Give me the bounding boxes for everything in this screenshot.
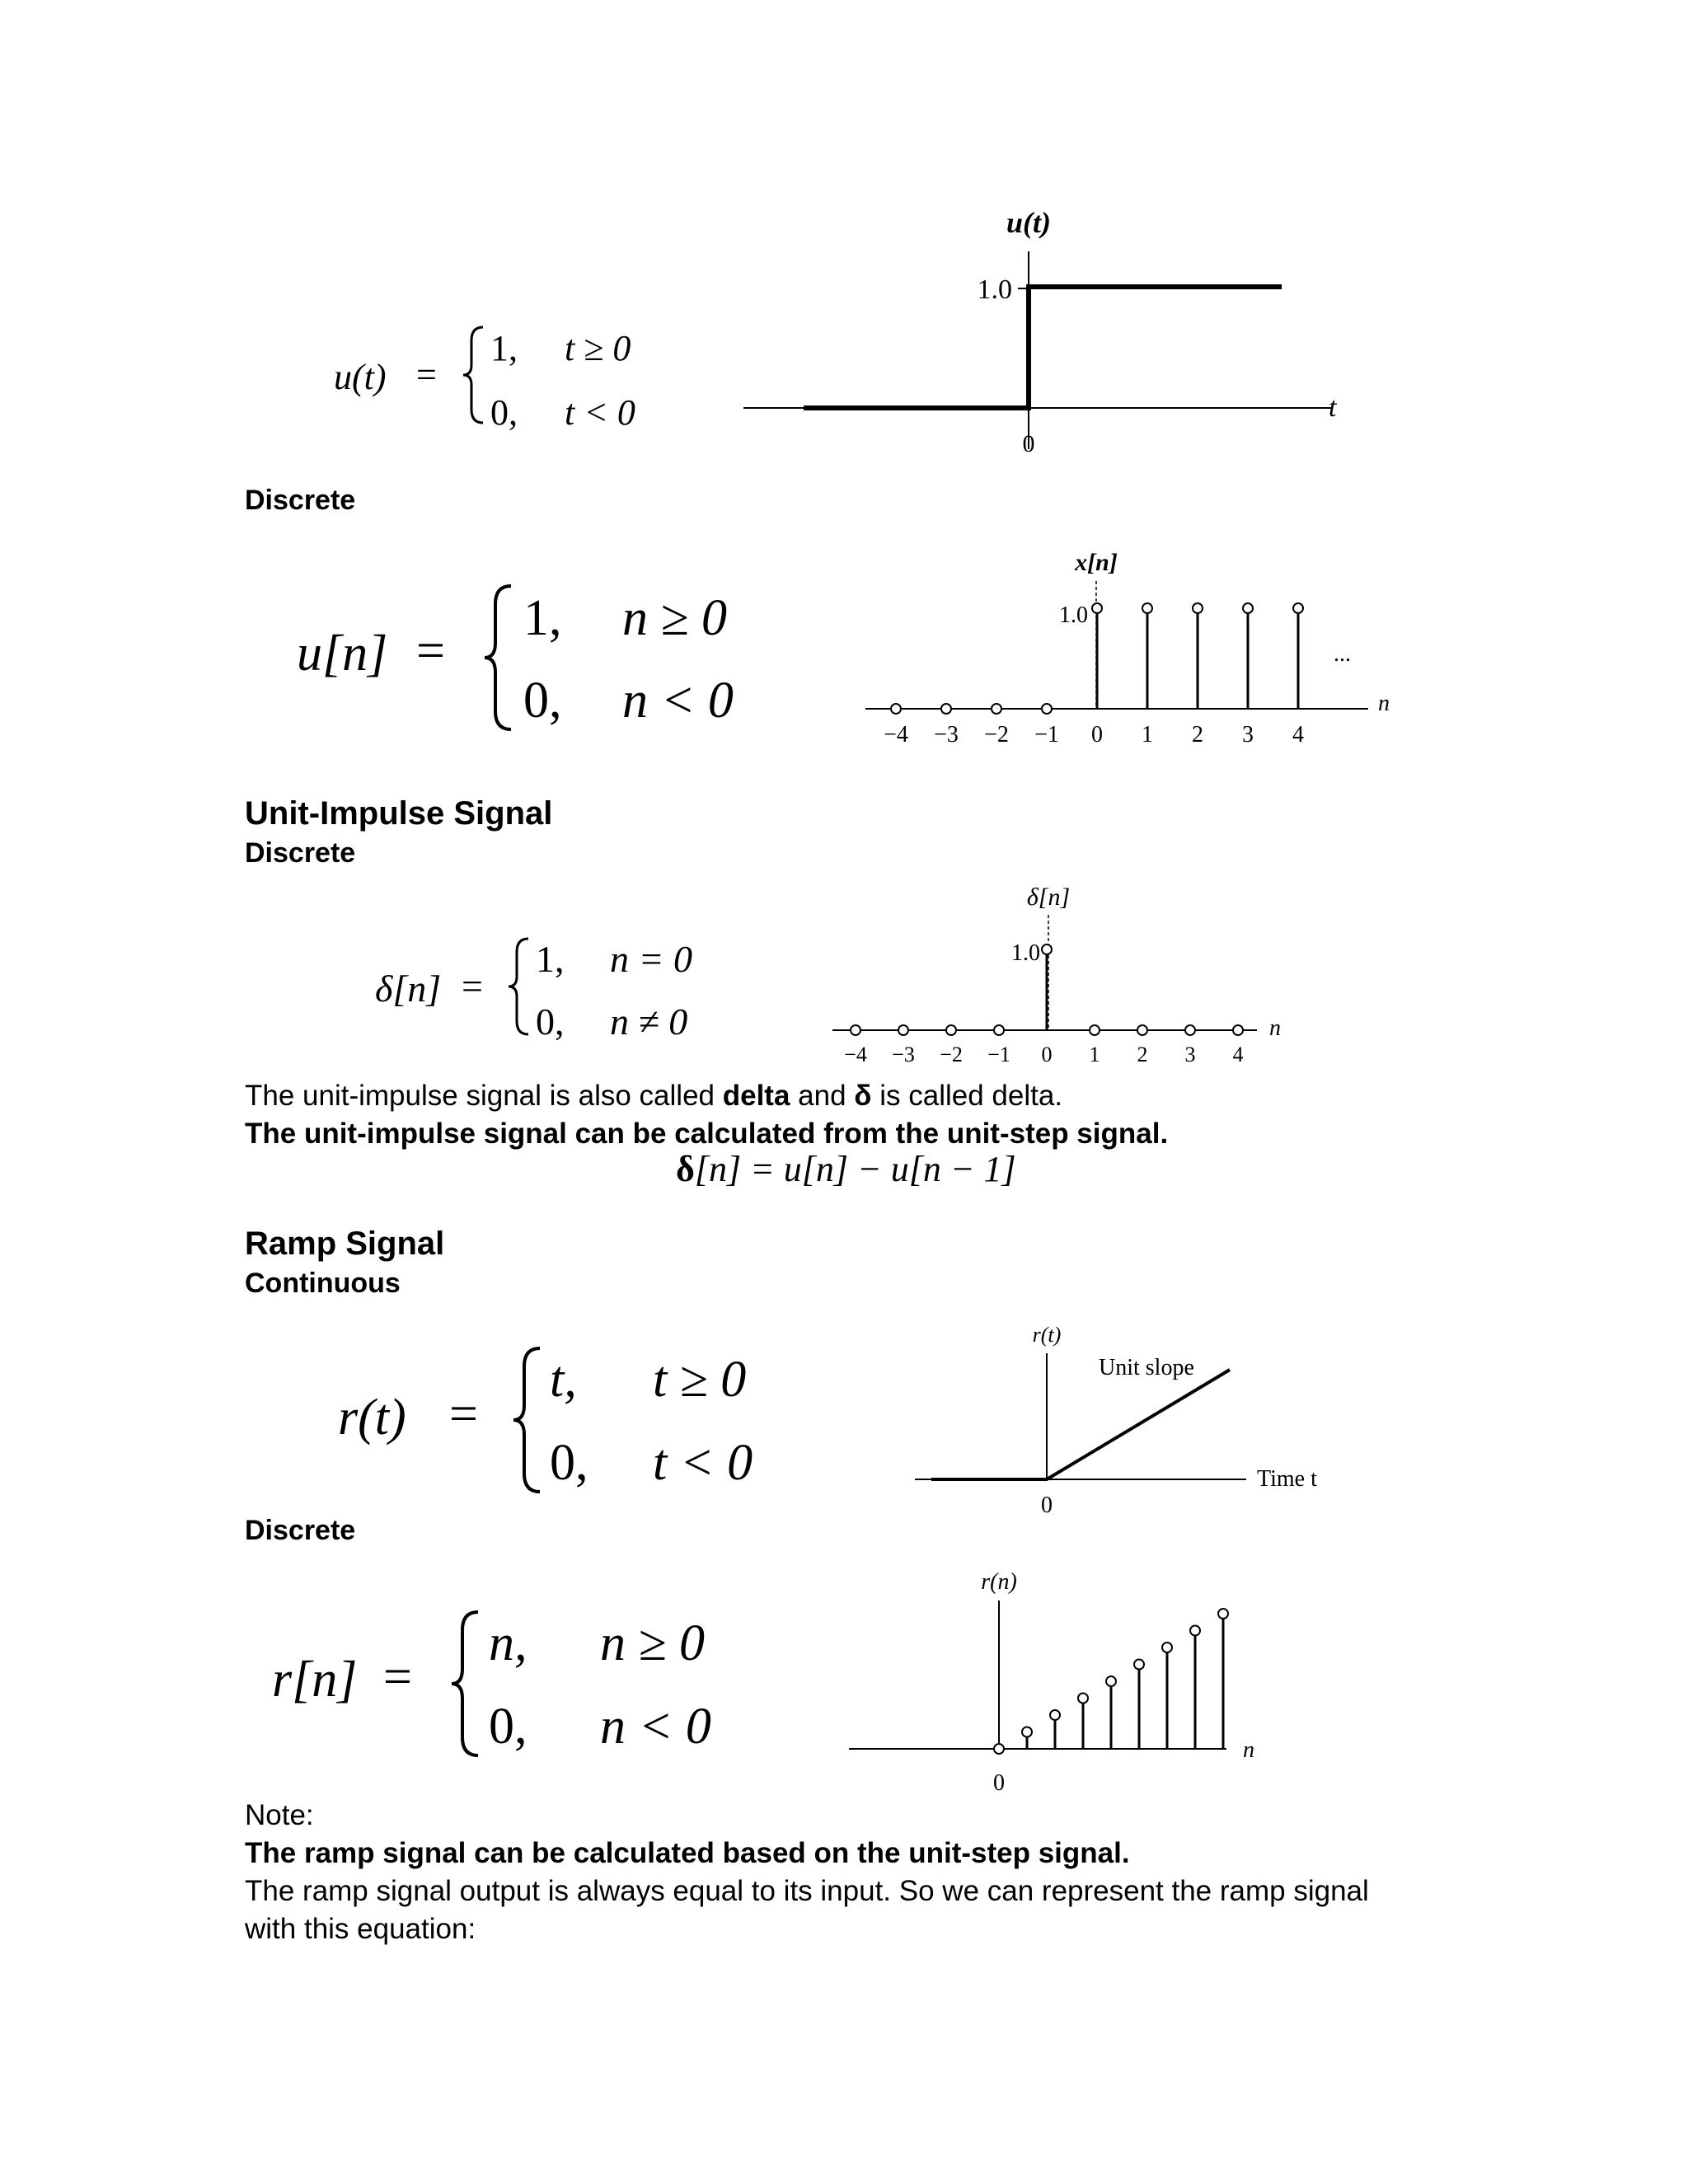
brace-icon — [507, 937, 532, 1036]
step-signal — [804, 287, 1282, 408]
stem-marker — [946, 1025, 956, 1035]
case-condition: t < 0 — [565, 392, 635, 433]
x-tick-label: −3 — [892, 1043, 915, 1066]
y-axis-label: u(t) — [1006, 206, 1051, 239]
equation-case-2 — [490, 391, 635, 434]
x-tick-label: 3 — [1242, 722, 1254, 748]
text-run: and — [790, 1080, 855, 1112]
y-tick-label: 1.0 — [977, 274, 1012, 305]
stem-marker — [1090, 1025, 1100, 1035]
case-value: 0, — [489, 1699, 528, 1755]
x-tick-label: 2 — [1192, 722, 1203, 748]
equation-equals: = — [462, 965, 483, 1007]
impulse-note-bold: The unit-impulse signal can be calculated from the unit-step signal. — [245, 1118, 1169, 1150]
x-tick-label: 4 — [1292, 722, 1304, 748]
equation-equals: = — [416, 354, 437, 395]
ellipsis-label: ... — [1334, 641, 1351, 667]
x-axis-label: Time t — [1257, 1466, 1317, 1492]
stem-marker — [891, 704, 901, 714]
x-tick-label: 3 — [1184, 1043, 1196, 1066]
section-heading: Ramp Signal — [245, 1226, 445, 1262]
x-axis-label: n — [1243, 1737, 1254, 1763]
equation-equals: = — [383, 1649, 412, 1705]
tick-group — [844, 1043, 1243, 1066]
stem-marker — [994, 1025, 1004, 1035]
stem-marker — [994, 1744, 1004, 1754]
y-tick-label: 1.0 — [1011, 940, 1040, 966]
equation-case-1 — [490, 327, 631, 369]
case-condition: t < 0 — [653, 1435, 753, 1491]
origin-label: 0 — [1041, 1493, 1053, 1518]
slope-annotation: Unit slope — [1099, 1355, 1194, 1380]
stem-marker — [1106, 1676, 1116, 1686]
stem-group — [994, 1609, 1228, 1754]
stem-marker — [1293, 603, 1303, 613]
case-value: 1, — [536, 938, 565, 980]
unit-step-continuous-equation — [330, 317, 701, 441]
section-subheading: Discrete — [245, 485, 356, 516]
x-tick-label: 1 — [1089, 1043, 1100, 1066]
x-axis-label: t — [1329, 392, 1337, 423]
ramp-discrete-plot — [841, 1558, 1302, 1797]
equation-delta: δ — [676, 1149, 695, 1189]
x-tick-label: 4 — [1232, 1043, 1244, 1066]
stem-marker — [992, 704, 1001, 714]
equation-lhs: u(t) — [334, 357, 387, 397]
stem-marker — [898, 1025, 908, 1035]
equation-case-2 — [489, 1698, 711, 1756]
unit-impulse-plot — [824, 874, 1319, 1080]
equation-case-2 — [536, 1000, 687, 1043]
text-run: is called delta. — [871, 1080, 1063, 1112]
y-axis-label: r(t) — [1032, 1323, 1062, 1347]
y-axis-label: r(n) — [981, 1569, 1017, 1595]
stem-marker — [1243, 603, 1253, 613]
stem-marker — [1185, 1025, 1195, 1035]
stem-marker — [1137, 1025, 1147, 1035]
stem-marker — [1218, 1609, 1228, 1619]
section-subheading: Continuous — [245, 1268, 401, 1299]
equation-lhs: δ[n] — [375, 968, 442, 1010]
case-condition: n ≥ 0 — [600, 1615, 706, 1671]
ramp-note-description: The ramp signal output is always equal to its input. So we can represent the ramp signal with this equation: — [245, 1875, 1369, 1945]
delta-symbol: δ — [854, 1080, 872, 1112]
case-value: 0, — [536, 1001, 565, 1043]
equation-case-1 — [536, 937, 692, 981]
stem-marker — [1162, 1643, 1172, 1652]
stem-marker — [1042, 944, 1052, 954]
unit-step-continuous-plot — [734, 198, 1385, 470]
equation-lhs: r(t) — [338, 1390, 406, 1446]
unit-step-discrete-plot — [849, 536, 1409, 758]
x-tick-label: −3 — [934, 722, 959, 748]
case-condition: n < 0 — [622, 673, 734, 729]
case-condition: n < 0 — [600, 1699, 711, 1755]
case-value: 1, — [523, 590, 562, 646]
case-value: 1, — [490, 328, 518, 368]
stem-marker — [1142, 603, 1152, 613]
equation-rest: [n] = u[n] − u[n − 1] — [694, 1149, 1016, 1189]
stem-marker — [1092, 603, 1102, 613]
y-axis-label: δ[n] — [1026, 883, 1071, 911]
x-tick-label: −1 — [987, 1043, 1010, 1066]
case-condition: n ≠ 0 — [610, 1001, 688, 1043]
stem-group — [891, 603, 1303, 714]
ramp-note-bold: The ramp signal can be calculated based on the unit-step signal. — [245, 1837, 1130, 1869]
stem-marker — [1193, 603, 1203, 613]
x-tick-label: −1 — [1034, 722, 1059, 748]
brace-icon — [511, 1346, 544, 1494]
stem-marker — [1022, 1727, 1032, 1737]
case-value: 0, — [550, 1435, 588, 1491]
ramp-signal — [931, 1370, 1230, 1479]
delta-relation-equation — [676, 1148, 1016, 1190]
stem-group — [851, 944, 1243, 1035]
unit-impulse-equation — [371, 927, 783, 1051]
case-value: 0, — [490, 392, 518, 433]
tick-group — [884, 722, 1304, 748]
section-subheading: Discrete — [245, 837, 356, 869]
equation-case-1 — [550, 1351, 746, 1409]
y-axis-label: x[n] — [1075, 549, 1118, 576]
brace-icon — [462, 326, 486, 424]
brace-icon — [449, 1610, 482, 1758]
stem-marker — [1190, 1626, 1200, 1636]
stem-marker — [1233, 1025, 1243, 1035]
unit-step-discrete-equation — [293, 577, 787, 742]
x-tick-label: −2 — [940, 1043, 963, 1066]
case-condition: n ≥ 0 — [622, 590, 728, 646]
stem-marker — [941, 704, 951, 714]
stem-marker — [1042, 704, 1052, 714]
x-tick-label: −2 — [984, 722, 1009, 748]
ramp-continuous-plot — [907, 1310, 1368, 1525]
x-tick-label: 0 — [1041, 1043, 1053, 1066]
stem-marker — [1078, 1694, 1088, 1704]
origin-label: 0 — [993, 1770, 1005, 1796]
case-condition: t ≥ 0 — [653, 1352, 747, 1408]
equation-case-2 — [523, 672, 734, 730]
brace-icon — [482, 583, 515, 732]
y-tick-label: 1.0 — [1059, 602, 1088, 628]
equation-equals: = — [416, 623, 445, 679]
equation-lhs: r[n] — [272, 1652, 358, 1708]
equation-case-1 — [489, 1615, 705, 1673]
text-run: The unit-impulse signal is also called — [245, 1080, 723, 1112]
case-value: 0, — [523, 673, 562, 729]
stem-marker — [851, 1025, 860, 1035]
stem-marker — [1134, 1660, 1144, 1670]
section-heading: Unit-Impulse Signal — [245, 795, 553, 832]
equation-case-1 — [523, 589, 727, 648]
bold-term: delta — [722, 1080, 790, 1112]
equation-equals: = — [449, 1386, 478, 1442]
case-condition: t ≥ 0 — [565, 328, 631, 368]
x-tick-label: 2 — [1137, 1043, 1148, 1066]
x-axis-label: n — [1269, 1015, 1281, 1041]
x-tick-label: −4 — [844, 1043, 867, 1066]
stem-marker — [1050, 1710, 1060, 1720]
x-tick-label: −4 — [884, 722, 908, 748]
equation-case-2 — [550, 1434, 753, 1493]
case-value: t, — [550, 1352, 577, 1408]
ramp-continuous-equation — [334, 1339, 828, 1504]
equation-lhs: u[n] — [297, 626, 388, 682]
impulse-description — [245, 1077, 1062, 1115]
x-axis-label: n — [1378, 691, 1390, 716]
x-tick-label: 1 — [1142, 722, 1153, 748]
case-value: n, — [489, 1615, 528, 1671]
origin-label: 0 — [1022, 430, 1035, 457]
note-label: Note: — [245, 1799, 314, 1831]
case-condition: n = 0 — [610, 938, 693, 980]
section-subheading: Discrete — [245, 1515, 356, 1546]
x-tick-label: 0 — [1091, 722, 1103, 748]
ramp-discrete-equation — [268, 1603, 804, 1768]
